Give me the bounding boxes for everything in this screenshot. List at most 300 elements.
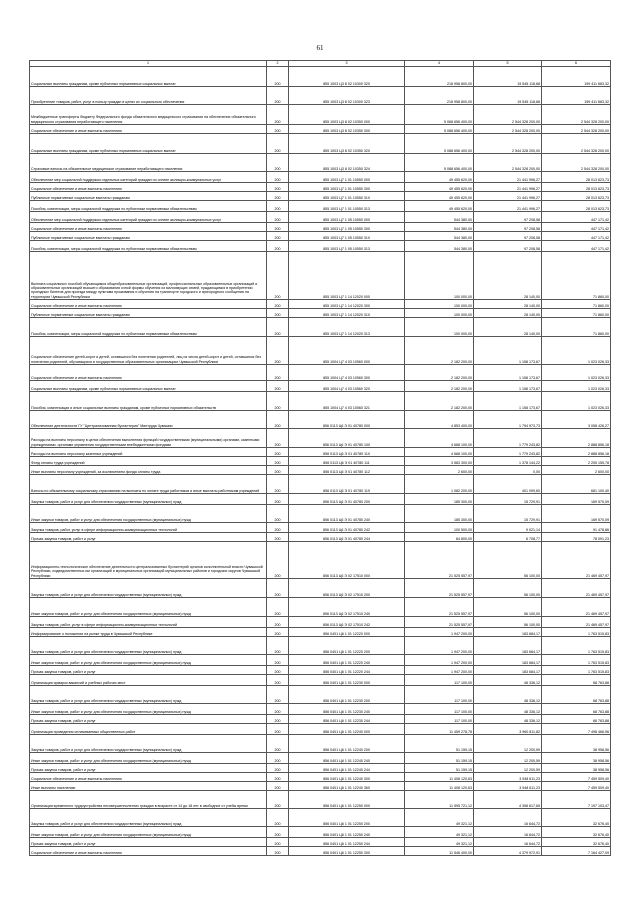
table-row <box>30 628 611 637</box>
table-row <box>30 686 611 704</box>
line-code-cell: 200 <box>267 598 289 617</box>
approved-amount-cell: 49 455 620,00 <box>405 192 474 201</box>
row-description-cell: Закупка товаров, работ, услуг в сфере информационно-коммуникационных технологий <box>30 523 267 533</box>
row-description-cell: Выплата социальных пособий обучающимся общеобразовательных организаций, профессиональных образовательных организаций и образовательных организаций высшего образования очной формы обучения из малоимущих семей, нуждающимся в приобретении проездных билетов для проезда между пунктами проживания и обучения на транспорте городского и пригородного сообщения на территории Чувашской Республики <box>30 252 267 300</box>
budget-classification-code-cell: 856 0401 Ц6 1 01 12240 300 <box>289 773 405 782</box>
unexecuted-amount-cell: 71 860,00 <box>542 300 611 309</box>
approved-amount-cell: 100 500,00 <box>405 523 474 533</box>
table-row <box>30 466 611 475</box>
approved-amount-cell: 544 380,00 <box>405 232 474 241</box>
approved-amount-cell: 117 100,00 <box>405 704 474 715</box>
unexecuted-amount-cell: 78 091,23 <box>542 533 611 542</box>
budget-classification-code-cell: 855 1004 Ц7 4 03 10560 321 <box>289 392 405 411</box>
table-row <box>30 87 611 105</box>
budget-classification-code-cell: 856 0401 Ц6 1 01 12230 200 <box>289 686 405 704</box>
column-number-cell: 6 <box>542 61 611 67</box>
executed-amount-cell: 12 200,59 <box>474 753 542 764</box>
executed-amount-cell: 3 948 611,23 <box>474 773 542 782</box>
approved-amount-cell: 11 459 278,78 <box>405 724 474 735</box>
line-code-cell: 200 <box>267 838 289 847</box>
unexecuted-amount-cell: 91 478,86 <box>542 523 611 533</box>
unexecuted-amount-cell: 1 763 515,83 <box>542 655 611 666</box>
approved-amount-cell: 49 455 620,00 <box>405 183 474 192</box>
unexecuted-amount-cell: 1 763 515,83 <box>542 628 611 637</box>
budget-classification-code-cell: 855 1003 Ц3 8 02 10300 320 <box>289 67 405 87</box>
table-row <box>30 309 611 318</box>
table-row <box>30 617 611 628</box>
budget-classification-code-cell: 856 0401 Ц6 1 01 12250 300 <box>289 847 405 856</box>
table-row <box>30 154 611 172</box>
executed-amount-cell: 97 208,58 <box>474 212 542 223</box>
approved-amount-cell: 1 947 200,00 <box>405 666 474 675</box>
table-row <box>30 847 611 856</box>
line-code-cell: 200 <box>267 67 289 87</box>
unexecuted-amount-cell: 38 958,56 <box>542 753 611 764</box>
table-row <box>30 457 611 466</box>
row-description-cell: Пособия, компенсации, меры социальной поддержки по публичным нормативным обязательствам <box>30 318 267 337</box>
approved-amount-cell: 21 525 557,97 <box>405 542 474 579</box>
executed-amount-cell: 1 779 243,82 <box>474 448 542 457</box>
unexecuted-amount-cell: 169 570,09 <box>542 505 611 523</box>
table-row <box>30 392 611 411</box>
executed-amount-cell: 21 441 996,27 <box>474 192 542 201</box>
row-description-cell: Иные закупки товаров, работ и услуг для обеспечения государственных (муниципальных) нужд <box>30 704 267 715</box>
table-row <box>30 838 611 847</box>
approved-amount-cell: 49 321,12 <box>405 827 474 838</box>
row-description-cell: Социальное обеспечение и иные выплаты населению <box>30 183 267 192</box>
approved-amount-cell: 5 088 656 400,00 <box>405 154 474 172</box>
executed-amount-cell: 4 379 972,91 <box>474 847 542 856</box>
unexecuted-amount-cell: 71 860,00 <box>542 309 611 318</box>
table-row <box>30 735 611 753</box>
table-row <box>30 183 611 192</box>
line-code-cell: 200 <box>267 809 289 827</box>
unexecuted-amount-cell: 1 023 026,33 <box>542 392 611 411</box>
executed-amount-cell: 183 684,17 <box>474 666 542 675</box>
unexecuted-amount-cell: 21 469 457,97 <box>542 598 611 617</box>
unexecuted-amount-cell: 38 958,56 <box>542 735 611 753</box>
approved-amount-cell: 5 088 656 400,00 <box>405 125 474 134</box>
row-description-cell: Приобретение товаров, работ, услуг в пользу граждан в целях их социального обеспечения <box>30 87 267 105</box>
approved-amount-cell: 1 947 200,00 <box>405 628 474 637</box>
executed-amount-cell: 56 100,00 <box>474 579 542 598</box>
row-description-cell: Обеспечение мер социальной поддержки отдельных категорий граждан по оплате жилищно-коммунальных услуг <box>30 172 267 183</box>
line-code-cell: 200 <box>267 579 289 598</box>
approved-amount-cell: 544 380,00 <box>405 212 474 223</box>
table-row <box>30 475 611 494</box>
line-code-cell: 200 <box>267 773 289 782</box>
budget-classification-code-cell: 856 0401 Ц6 1 01 12230 240 <box>289 704 405 715</box>
budget-classification-code-cell: 856 0113 Ц6 Э 02 17510 200 <box>289 579 405 598</box>
executed-amount-cell: 1 779 243,82 <box>474 429 542 448</box>
unexecuted-amount-cell: 38 958,56 <box>542 764 611 773</box>
executed-amount-cell: 12 200,59 <box>474 764 542 773</box>
unexecuted-amount-cell: 68 763,88 <box>542 715 611 724</box>
table-row <box>30 505 611 523</box>
approved-amount-cell: 3 583 300,00 <box>405 457 474 466</box>
line-code-cell: 200 <box>267 466 289 475</box>
budget-classification-code-cell: 856 0401 Ц6 1 01 12250 000 <box>289 791 405 809</box>
approved-amount-cell: 51 159,15 <box>405 764 474 773</box>
unexecuted-amount-cell: 1 763 515,83 <box>542 637 611 655</box>
line-code-cell: 200 <box>267 505 289 523</box>
executed-amount-cell: 16 644,72 <box>474 827 542 838</box>
budget-classification-code-cell: 856 0113 Ц6 Э 01 40780 119 <box>289 475 405 494</box>
line-code-cell: 200 <box>267 192 289 201</box>
row-description-cell: Иные закупки товаров, работ и услуг для обеспечения государственных (муниципальных) нужд <box>30 598 267 617</box>
approved-amount-cell: 51 159,15 <box>405 735 474 753</box>
row-description-cell: Прочая закупка товаров, работ и услуг <box>30 838 267 847</box>
budget-classification-code-cell: 855 1003 Ц7 1 14 12020 300 <box>289 300 405 309</box>
approved-amount-cell: 49 455 620,00 <box>405 172 474 183</box>
line-code-cell: 200 <box>267 300 289 309</box>
row-description-cell: Иные выплаты населению <box>30 782 267 791</box>
approved-amount-cell: 185 300,00 <box>405 494 474 505</box>
unexecuted-amount-cell: 32 676,40 <box>542 838 611 847</box>
approved-amount-cell: 117 100,00 <box>405 675 474 686</box>
approved-amount-cell: 51 159,15 <box>405 753 474 764</box>
budget-classification-code-cell: 856 0401 Ц6 1 01 12220 000 <box>289 628 405 637</box>
approved-amount-cell: 2 182 200,00 <box>405 337 474 365</box>
line-code-cell: 200 <box>267 617 289 628</box>
executed-amount-cell: 1 158 173,67 <box>474 337 542 365</box>
executed-amount-cell: 183 684,17 <box>474 655 542 666</box>
table-row <box>30 579 611 598</box>
budget-classification-code-cell: 855 1003 Ц3 8 02 10300 323 <box>289 87 405 105</box>
unexecuted-amount-cell: 7 459 509,40 <box>542 773 611 782</box>
approved-amount-cell: 117 100,00 <box>405 686 474 704</box>
row-description-cell: Закупка товаров, работ и услуг для обеспечения государственных (муниципальных) нужд <box>30 735 267 753</box>
line-code-cell: 200 <box>267 134 289 154</box>
executed-amount-cell: 3 960 811,82 <box>474 724 542 735</box>
row-description-cell: Обеспечение деятельности ГУ "Централизованная бухгалтерия" Минтруда Чувашии <box>30 411 267 429</box>
row-description-cell: Закупка товаров, работ, услуг в сфере информационно-коммуникационных технологий <box>30 617 267 628</box>
unexecuted-amount-cell: 169 570,09 <box>542 494 611 505</box>
executed-amount-cell: 15 729,91 <box>474 494 542 505</box>
approved-amount-cell: 11 595 721,12 <box>405 791 474 809</box>
executed-amount-cell: 1 158 173,67 <box>474 392 542 411</box>
budget-classification-code-cell: 856 0113 Ц6 Э 01 40780 111 <box>289 457 405 466</box>
approved-amount-cell: 11 546 400,00 <box>405 847 474 856</box>
unexecuted-amount-cell: 21 469 457,97 <box>542 617 611 628</box>
table-body <box>30 61 611 856</box>
approved-amount-cell: 218 958 800,00 <box>405 87 474 105</box>
row-description-cell: Иные закупки товаров, работ и услуг для обеспечения государственных (муниципальных) нужд <box>30 753 267 764</box>
row-description-cell: Социальное обеспечение и иные выплаты населению <box>30 365 267 381</box>
approved-amount-cell: 49 455 620,00 <box>405 201 474 212</box>
executed-amount-cell: 16 644,72 <box>474 838 542 847</box>
column-number-cell: 4 <box>405 61 474 67</box>
approved-amount-cell: 11 408 120,63 <box>405 773 474 782</box>
budget-classification-code-cell: 855 1004 Ц7 4 03 10560 300 <box>289 365 405 381</box>
executed-amount-cell: 56 100,00 <box>474 598 542 617</box>
table-row <box>30 791 611 809</box>
budget-classification-code-cell: 856 0401 Ц6 1 01 12230 000 <box>289 675 405 686</box>
unexecuted-amount-cell: 1 023 026,33 <box>542 337 611 365</box>
budget-classification-code-cell: 856 0401 Ц6 1 01 12220 244 <box>289 666 405 675</box>
table-row <box>30 411 611 429</box>
executed-amount-cell: 401 099,60 <box>474 475 542 494</box>
row-description-cell: Социальное обеспечение и иные выплаты населению <box>30 847 267 856</box>
unexecuted-amount-cell: 32 676,40 <box>542 827 611 838</box>
executed-amount-cell: 48 336,12 <box>474 715 542 724</box>
line-code-cell: 200 <box>267 232 289 241</box>
row-description-cell: Страховые взносы на обязательное медицинское страхование неработающего населения <box>30 154 267 172</box>
approved-amount-cell: 21 525 557,97 <box>405 579 474 598</box>
line-code-cell: 200 <box>267 715 289 724</box>
approved-amount-cell: 100 000,00 <box>405 252 474 300</box>
budget-classification-code-cell: 855 1003 Ц3 8 02 10350 300 <box>289 125 405 134</box>
unexecuted-amount-cell: 32 676,40 <box>542 809 611 827</box>
table-row <box>30 337 611 365</box>
line-code-cell: 200 <box>267 183 289 192</box>
table-row <box>30 429 611 448</box>
executed-amount-cell: 2 544 328 200,00 <box>474 154 542 172</box>
executed-amount-cell: 1 158 173,67 <box>474 381 542 392</box>
approved-amount-cell: 49 321,12 <box>405 838 474 847</box>
unexecuted-amount-cell: 7 459 509,40 <box>542 782 611 791</box>
budget-classification-code-cell: 856 0401 Ц6 1 01 12240 244 <box>289 764 405 773</box>
approved-amount-cell: 49 321,12 <box>405 809 474 827</box>
column-number-cell: 2 <box>267 61 289 67</box>
executed-amount-cell: 48 336,12 <box>474 704 542 715</box>
table-row <box>30 67 611 87</box>
table-row <box>30 318 611 337</box>
page-number: 61 <box>316 44 324 52</box>
executed-amount-cell: 16 644,72 <box>474 809 542 827</box>
line-code-cell: 200 <box>267 337 289 365</box>
approved-amount-cell: 100 000,00 <box>405 309 474 318</box>
table-row <box>30 827 611 838</box>
budget-classification-code-cell: 856 0401 Ц6 1 01 12240 200 <box>289 735 405 753</box>
budget-classification-code-cell: 856 0401 Ц6 1 01 12230 244 <box>289 715 405 724</box>
row-description-cell: Социальное обеспечение и иные выплаты населению <box>30 223 267 232</box>
line-code-cell: 200 <box>267 457 289 466</box>
row-description-cell: Пособия, компенсации и иные социальные выплаты гражданам, кроме публичных нормативных обязательств <box>30 392 267 411</box>
unexecuted-amount-cell: 1 023 026,33 <box>542 365 611 381</box>
table-row <box>30 381 611 392</box>
table-row <box>30 704 611 715</box>
budget-classification-code-cell: 856 0401 Ц6 1 01 12250 244 <box>289 838 405 847</box>
budget-classification-code-cell: 856 0113 Ц6 Э 01 40780 112 <box>289 466 405 475</box>
approved-amount-cell: 4 668 100,00 <box>405 448 474 457</box>
line-code-cell: 200 <box>267 154 289 172</box>
line-code-cell: 200 <box>267 533 289 542</box>
budget-classification-code-cell: 855 1003 Ц7 1 05 10550 310 <box>289 232 405 241</box>
line-code-cell: 200 <box>267 309 289 318</box>
row-description-cell: Иные закупки товаров, работ и услуг для обеспечения государственных (муниципальных) нужд <box>30 827 267 838</box>
budget-classification-code-cell: 856 0401 Ц6 1 01 12220 240 <box>289 655 405 666</box>
approved-amount-cell: 2 182 200,00 <box>405 381 474 392</box>
executed-amount-cell: 28 140,00 <box>474 318 542 337</box>
approved-amount-cell: 5 068 656 400,00 <box>405 105 474 125</box>
column-number-cell: 3 <box>289 61 405 67</box>
line-code-cell: 200 <box>267 201 289 212</box>
unexecuted-amount-cell: 68 763,88 <box>542 704 611 715</box>
approved-amount-cell: 4 668 100,00 <box>405 429 474 448</box>
unexecuted-amount-cell: 71 860,00 <box>542 252 611 300</box>
budget-classification-code-cell: 856 0113 Ц6 Э 01 40780 000 <box>289 411 405 429</box>
line-code-cell: 200 <box>267 241 289 252</box>
line-code-cell: 200 <box>267 87 289 105</box>
row-description-cell: Организация проведения оплачиваемых общественных работ <box>30 724 267 735</box>
line-code-cell: 200 <box>267 448 289 457</box>
line-code-cell: 200 <box>267 827 289 838</box>
unexecuted-amount-cell: 28 013 623,73 <box>542 183 611 192</box>
line-code-cell: 200 <box>267 494 289 505</box>
unexecuted-amount-cell: 199 411 683,32 <box>542 67 611 87</box>
budget-classification-code-cell: 855 1003 Ц7 1 05 10550 313 <box>289 241 405 252</box>
column-number-cell: 1 <box>30 61 267 67</box>
table-row <box>30 241 611 252</box>
approved-amount-cell: 117 100,00 <box>405 715 474 724</box>
executed-amount-cell: 6 708,77 <box>474 533 542 542</box>
unexecuted-amount-cell: 447 171,42 <box>542 223 611 232</box>
executed-amount-cell: 19 545 118,68 <box>474 87 542 105</box>
unexecuted-amount-cell: 3 058 426,27 <box>542 411 611 429</box>
line-code-cell: 200 <box>267 365 289 381</box>
budget-classification-code-cell: 856 0401 Ц6 1 01 12240 000 <box>289 724 405 735</box>
executed-amount-cell: 56 100,00 <box>474 542 542 579</box>
budget-classification-code-cell: 856 0113 Ц6 Э 01 40780 240 <box>289 505 405 523</box>
executed-amount-cell: 1 158 173,67 <box>474 365 542 381</box>
unexecuted-amount-cell: 68 763,88 <box>542 675 611 686</box>
table-row <box>30 523 611 533</box>
executed-amount-cell: 2 544 328 200,00 <box>474 125 542 134</box>
row-description-cell: Организация временного трудоустройства несовершеннолетних граждан в возрасте от 14 до 18 лет в свободное от учебы время <box>30 791 267 809</box>
table-row <box>30 232 611 241</box>
line-code-cell: 200 <box>267 381 289 392</box>
row-description-cell: Социальное обеспечение и иные выплаты населению <box>30 300 267 309</box>
row-description-cell: Закупка товаров, работ и услуг для обеспечения государственных (муниципальных) нужд <box>30 686 267 704</box>
budget-classification-code-cell: 855 1003 Ц3 8 02 10350 324 <box>289 154 405 172</box>
budget-classification-code-cell: 855 1003 Ц7 1 14 12020 310 <box>289 309 405 318</box>
budget-classification-code-cell: 856 0401 Ц6 1 01 12250 240 <box>289 827 405 838</box>
executed-amount-cell: 21 441 996,27 <box>474 201 542 212</box>
unexecuted-amount-cell: 2 544 328 200,00 <box>542 154 611 172</box>
row-description-cell: Публичные нормативные социальные выплаты гражданам <box>30 232 267 241</box>
unexecuted-amount-cell: 2 600,00 <box>542 466 611 475</box>
budget-classification-code-cell: 856 0113 Ц6 Э 01 40780 110 <box>289 448 405 457</box>
budget-classification-code-cell: 856 0113 Ц6 Э 02 17510 000 <box>289 542 405 579</box>
unexecuted-amount-cell: 2 205 155,78 <box>542 457 611 466</box>
unexecuted-amount-cell: 7 498 466,96 <box>542 724 611 735</box>
table-row <box>30 715 611 724</box>
executed-amount-cell: 1 378 144,22 <box>474 457 542 466</box>
budget-classification-code-cell: 856 0113 Ц6 Э 01 40780 242 <box>289 523 405 533</box>
approved-amount-cell: 1 082 200,00 <box>405 475 474 494</box>
budget-classification-code-cell: 855 1003 Ц7 1 14 12020 000 <box>289 252 405 300</box>
table-row <box>30 809 611 827</box>
row-description-cell: Прочая закупка товаров, работ и услуг <box>30 533 267 542</box>
table-row <box>30 666 611 675</box>
row-description-cell: Информирование о положении на рынке труда в Чувашской Республике <box>30 628 267 637</box>
row-description-cell: Иные закупки товаров, работ и услуг для обеспечения государственных (муниципальных) нужд <box>30 505 267 523</box>
table-row <box>30 252 611 300</box>
line-code-cell: 200 <box>267 724 289 735</box>
row-description-cell: Публичные нормативные социальные выплаты гражданам <box>30 192 267 201</box>
table-row <box>30 764 611 773</box>
row-description-cell: Закупка товаров, работ и услуг для обеспечения государственных (муниципальных) нужд <box>30 637 267 655</box>
table-row <box>30 105 611 125</box>
executed-amount-cell: 48 336,12 <box>474 675 542 686</box>
row-description-cell: Пособия, компенсации, меры социальной поддержки по публичным нормативным обязательствам <box>30 241 267 252</box>
approved-amount-cell: 1 947 200,00 <box>405 655 474 666</box>
budget-classification-code-cell: 856 0113 Ц6 Э 02 17510 240 <box>289 598 405 617</box>
budget-classification-code-cell: 855 1003 Ц7 1 01 10550 313 <box>289 201 405 212</box>
executed-amount-cell: 21 441 996,27 <box>474 183 542 192</box>
table-row <box>30 655 611 666</box>
line-code-cell: 200 <box>267 392 289 411</box>
executed-amount-cell: 97 208,58 <box>474 241 542 252</box>
line-code-cell: 200 <box>267 125 289 134</box>
column-number-cell: 5 <box>474 61 542 67</box>
unexecuted-amount-cell: 71 860,00 <box>542 318 611 337</box>
row-description-cell: Прочая закупка товаров, работ и услуг <box>30 715 267 724</box>
budget-classification-code-cell: 855 1004 Ц7 4 03 10560 000 <box>289 337 405 365</box>
unexecuted-amount-cell: 21 469 457,97 <box>542 579 611 598</box>
unexecuted-amount-cell: 199 411 683,32 <box>542 87 611 105</box>
row-description-cell: Социальные выплаты гражданам, кроме публичных нормативных социальных выплат <box>30 381 267 392</box>
line-code-cell: 200 <box>267 628 289 637</box>
row-description-cell: Расходы на выплаты персоналу казенных учреждений <box>30 448 267 457</box>
line-code-cell: 200 <box>267 411 289 429</box>
line-code-cell: 200 <box>267 666 289 675</box>
table-row <box>30 212 611 223</box>
unexecuted-amount-cell: 681 100,40 <box>542 475 611 494</box>
row-description-cell: Информационно-технологическое обеспечение деятельности централизованных бухгалтерий органов исполнительной власти Чувашской Республики, подведомственных им организаций и муниципальных организаций муниципальных районов и городских округов Чувашской Республики <box>30 542 267 579</box>
line-code-cell: 200 <box>267 105 289 125</box>
line-code-cell: 200 <box>267 686 289 704</box>
budget-classification-code-cell: 856 0401 Ц6 1 01 12240 240 <box>289 753 405 764</box>
table-row <box>30 533 611 542</box>
line-code-cell: 200 <box>267 223 289 232</box>
unexecuted-amount-cell: 2 544 328 200,00 <box>542 125 611 134</box>
line-code-cell: 200 <box>267 475 289 494</box>
approved-amount-cell: 11 408 120,63 <box>405 782 474 791</box>
row-description-cell: Закупка товаров, работ и услуг для обеспечения государственных (муниципальных) нужд <box>30 494 267 505</box>
table-row <box>30 134 611 154</box>
executed-amount-cell: 3 948 611,23 <box>474 782 542 791</box>
approved-amount-cell: 21 525 557,97 <box>405 598 474 617</box>
budget-classification-code-cell: 856 0401 Ц6 1 01 12240 360 <box>289 782 405 791</box>
line-code-cell: 200 <box>267 782 289 791</box>
executed-amount-cell: 28 140,00 <box>474 309 542 318</box>
executed-amount-cell: 183 684,17 <box>474 628 542 637</box>
table-row <box>30 724 611 735</box>
unexecuted-amount-cell: 2 888 856,18 <box>542 429 611 448</box>
executed-amount-cell: 2 544 328 200,00 <box>474 105 542 125</box>
row-description-cell: Взносы по обязательному социальному страхованию на выплаты по оплате труда работников и иные выплаты работникам учреждений <box>30 475 267 494</box>
approved-amount-cell: 1 947 200,00 <box>405 637 474 655</box>
executed-amount-cell: 2 544 328 200,00 <box>474 134 542 154</box>
table-row <box>30 365 611 381</box>
line-code-cell: 200 <box>267 318 289 337</box>
line-code-cell: 200 <box>267 212 289 223</box>
table-row <box>30 753 611 764</box>
table-row <box>30 542 611 579</box>
row-description-cell: Социальные выплаты гражданам, кроме публичных нормативных социальных выплат <box>30 67 267 87</box>
budget-classification-code-cell: 855 1003 Ц7 1 01 10550 310 <box>289 192 405 201</box>
unexecuted-amount-cell: 1 763 515,83 <box>542 666 611 675</box>
table-row <box>30 201 611 212</box>
approved-amount-cell: 21 525 557,97 <box>405 617 474 628</box>
budget-classification-code-cell: 855 1003 Ц7 1 05 10550 000 <box>289 212 405 223</box>
approved-amount-cell: 2 182 200,00 <box>405 392 474 411</box>
budget-classification-code-cell: 855 1003 Ц7 1 01 10550 300 <box>289 183 405 192</box>
table-row <box>30 172 611 183</box>
approved-amount-cell: 84 800,00 <box>405 533 474 542</box>
